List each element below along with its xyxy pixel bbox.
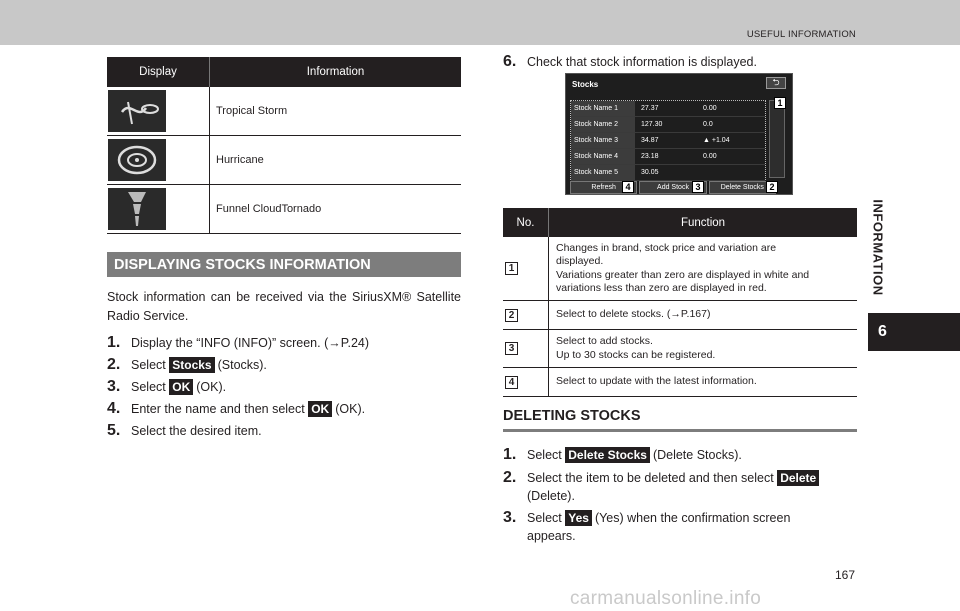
ok-button-label: OK — [308, 401, 332, 417]
function-table — [503, 208, 857, 397]
function-table-header — [503, 208, 857, 237]
table-row — [107, 87, 461, 136]
list-item[interactable]: Stock Name 5 30.05 — [571, 165, 765, 181]
intro-paragraph: Stock information can be received via the SiriusXM® Satellite Radio Service. — [107, 290, 461, 323]
list-item[interactable]: Stock Name 2 127.30 0.0 — [571, 117, 765, 133]
delete-stocks-button[interactable]: Delete Stocks — [709, 181, 776, 194]
tropical-storm-label: Tropical Storm — [209, 87, 461, 135]
delete-stocks-button-label: Delete Stocks — [565, 447, 650, 463]
step-1: 1. Display the “INFO (INFO)” screen. (→P.24) — [107, 334, 370, 351]
stocks-button-label: Stocks — [169, 357, 214, 373]
function-text: Select to delete stocks. (→P.167) — [548, 301, 857, 329]
table-row — [503, 368, 857, 397]
section-title: DISPLAYING STOCKS INFORMATION — [107, 252, 461, 277]
callout-badge: 3 — [692, 181, 704, 193]
table-row — [503, 330, 857, 368]
weather-icons-table — [107, 57, 461, 234]
function-text: Changes in brand, stock price and variation are displayed. Variations greater than zero are displayed in white and variations less than zero are displayed in red. — [548, 237, 857, 300]
step-4: 4. Enter the name and then select OK (OK). — [107, 400, 366, 417]
funnel-cloud-icon — [108, 188, 166, 230]
table-row — [503, 301, 857, 330]
deleting-stocks-heading: DELETING STOCKS — [503, 408, 857, 432]
table-row — [107, 185, 461, 234]
tornado-label: Tornado — [281, 202, 322, 215]
row-number: 3 — [505, 342, 518, 355]
step-5: 5. Select the desired item. — [107, 422, 262, 439]
funnel-cloud-label: Funnel Cloud — [216, 202, 282, 215]
header-title: USEFUL INFORMATION — [746, 29, 856, 40]
chapter-number: 6 — [878, 323, 887, 340]
yes-button-label: Yes — [565, 510, 592, 526]
function-text: Select to add stocks. Up to 30 stocks can be registered. — [548, 330, 857, 367]
row-number: 2 — [505, 309, 518, 322]
row-number: 1 — [505, 262, 518, 275]
function-text: Select to update with the latest information. — [548, 368, 857, 396]
step-6: 6. Check that stock information is displayed. — [503, 53, 757, 70]
stocks-screen — [565, 73, 793, 195]
callout-badge: 1 — [774, 97, 786, 109]
hurricane-label: Hurricane — [209, 136, 461, 184]
step-3: 3. Select OK (OK). — [107, 378, 227, 395]
function-header: Function — [548, 208, 857, 237]
hurricane-icon — [108, 139, 166, 181]
list-item[interactable]: Stock Name 3 34.87 ▲ +1.04 — [571, 133, 765, 149]
step-2: 2. Select Stocks (Stocks). — [107, 356, 267, 373]
side-label-text: INFORMATION — [870, 199, 886, 296]
list-item[interactable]: Stock Name 4 23.18 0.00 — [571, 149, 765, 165]
callout-badge: 4 — [622, 181, 634, 193]
back-icon[interactable]: ⮌ — [766, 77, 786, 89]
chapter-tab — [868, 313, 960, 351]
list-item[interactable]: Stock Name 1 27.37 0.00 — [571, 101, 765, 117]
information-header: Information — [209, 57, 461, 87]
ok-button-label: OK — [169, 379, 193, 395]
scrollbar[interactable] — [769, 100, 785, 178]
display-header: Display — [139, 66, 177, 78]
no-header: No. — [516, 216, 535, 229]
weather-table-header — [107, 57, 461, 87]
refresh-button[interactable]: Refresh — [570, 181, 637, 194]
table-row — [107, 136, 461, 185]
screen-button-bar — [570, 181, 776, 194]
delete-step-2: 2. Select the item to be deleted and then select Delete (Delete). — [503, 469, 857, 505]
screen-title: Stocks — [572, 80, 599, 89]
table-row — [503, 237, 857, 301]
tropical-storm-icon — [108, 90, 166, 132]
page-number: 167 — [835, 568, 856, 582]
side-section-label — [868, 190, 888, 310]
callout-badge: 2 — [766, 181, 778, 193]
delete-button-label: Delete — [777, 470, 819, 486]
add-stock-button[interactable]: Add Stock — [639, 181, 706, 194]
row-number: 4 — [505, 376, 518, 389]
watermark: carmanualsonline.info — [570, 588, 762, 609]
delete-step-3: 3. Select Yes (Yes) when the confirmation screen appears. — [503, 509, 791, 543]
delete-step-1: 1. Select Delete Stocks (Delete Stocks). — [503, 446, 742, 463]
